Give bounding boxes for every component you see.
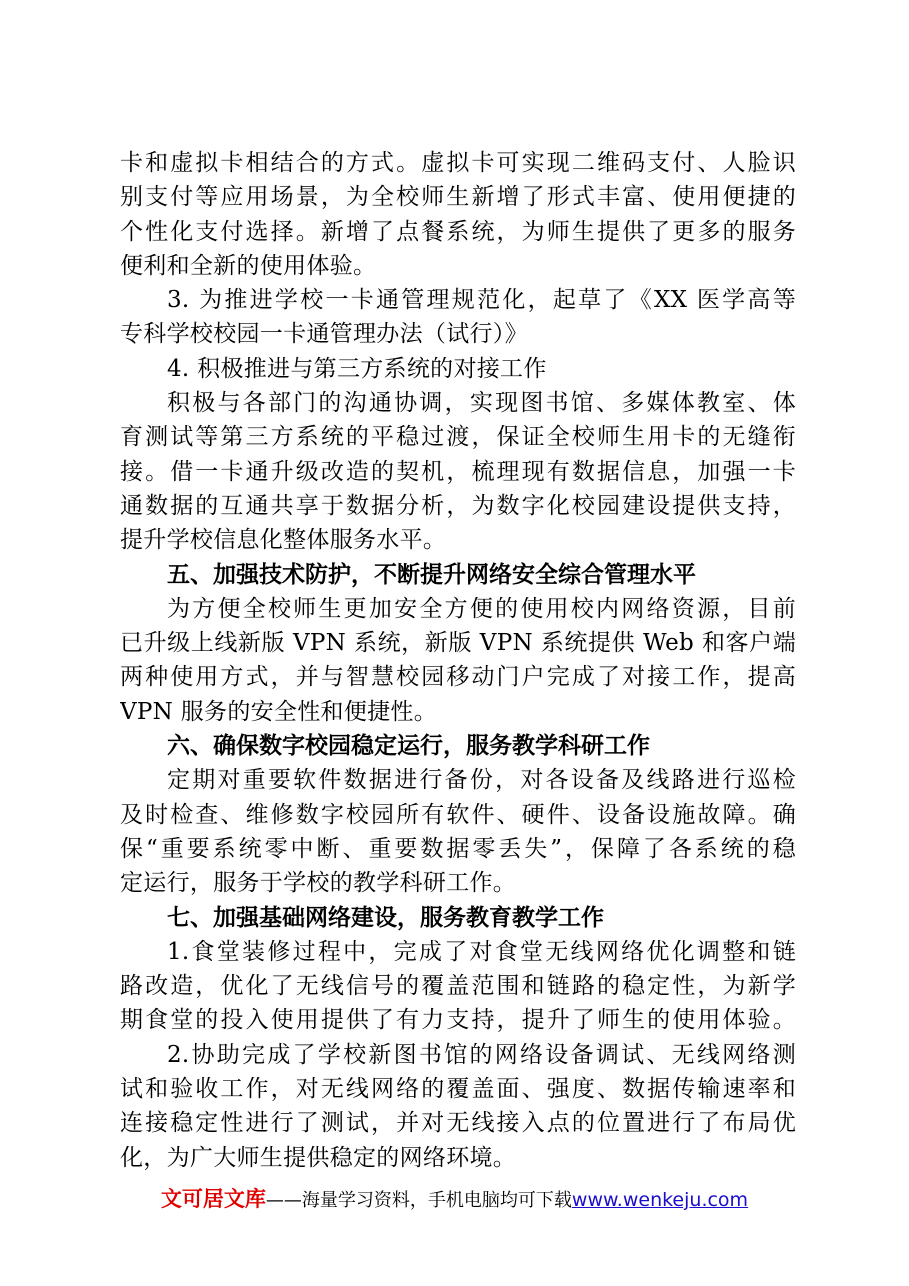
document-body (120, 146, 796, 1175)
footer-brand: 文可居文库 (160, 1187, 266, 1211)
section-heading: 七、加强基础网络建设，服务教育教学工作 (167, 904, 604, 931)
text-line: 2.协助完成了学校新图书馆的网络设备调试、无线网络测 (167, 1041, 796, 1068)
text-line: 通数据的互通共享于数据分析，为数字化校园建设提供支持， (120, 492, 796, 519)
text-line: 已升级上线新版 VPN 系统，新版 VPN 系统提供 Web 和客户端 (120, 630, 796, 657)
text-line: 3. 为推进学校一卡通管理规范化，起草了《XX 医学高等 (167, 287, 796, 314)
text-line: 定运行，服务于学校的教学科研工作。 (120, 870, 517, 897)
text-line: 专科学校校园一卡通管理办法（试行）》 (120, 321, 528, 348)
footer-slogan: ——海量学习资料，手机电脑均可下载 (265, 1190, 572, 1211)
footer-banner (0, 1183, 909, 1213)
text-line: 期食堂的投入使用提供了有力支持，提升了师生的使用体验。 (120, 1007, 796, 1034)
text-line: 两种使用方式，并与智慧校园移动门户完成了对接工作，提高 (120, 664, 796, 691)
text-line: 便利和全新的使用体验。 (120, 252, 377, 279)
text-line: 接。借一卡通升级改造的契机，梳理现有数据信息，加强一卡 (120, 458, 796, 485)
text-line: 卡和虚拟卡相结合的方式。虚拟卡可实现二维码支付、人脸识 (120, 150, 796, 176)
text-line: 1.食堂装修过程中，完成了对食堂无线网络优化调整和链 (167, 938, 796, 965)
text-line: 试和验收工作，对无线网络的覆盖面、强度、数据传输速率和 (120, 1076, 796, 1103)
footer-link[interactable]: www.wenkeju.com (571, 1189, 749, 1211)
text-line: 个性化支付选择。新增了点餐系统，为师生提供了更多的服务 (120, 218, 796, 245)
text-line: 4. 积极推进与第三方系统的对接工作 (167, 355, 547, 382)
text-line: 为方便全校师生更加安全方便的使用校内网络资源，目前 (167, 595, 796, 622)
section-heading: 五、加强技术防护，不断提升网络安全综合管理水平 (167, 561, 696, 588)
text-line: 积极与各部门的沟通协调，实现图书馆、多媒体教室、体 (167, 390, 796, 417)
text-line: 提升学校信息化整体服务水平。 (120, 527, 447, 554)
text-line: 定期对重要软件数据进行备份，对各设备及线路进行巡检 (167, 767, 796, 794)
text-line: 连接稳定性进行了测试，并对无线接入点的位置进行了布局优 (120, 1110, 796, 1137)
text-line: 化，为广大师生提供稳定的网络环境。 (120, 1144, 517, 1171)
text-line: 别支付等应用场景，为全校师生新增了形式丰富、使用便捷的 (120, 184, 796, 211)
text-line: 保“重要系统零中断、重要数据零丢失”，保障了各系统的稳 (120, 835, 796, 862)
text-line: VPN 服务的安全性和便捷性。 (120, 698, 438, 725)
text-line: 及时检查、维修数字校园所有软件、硬件、设备设施故障。确 (120, 801, 796, 828)
text-line: 育测试等第三方系统的平稳过渡，保证全校师生用卡的无缝衔 (120, 424, 796, 451)
section-heading: 六、确保数字校园稳定运行，服务教学科研工作 (167, 733, 650, 760)
text-line: 路改造，优化了无线信号的覆盖范围和链路的稳定性，为新学 (120, 973, 796, 1000)
